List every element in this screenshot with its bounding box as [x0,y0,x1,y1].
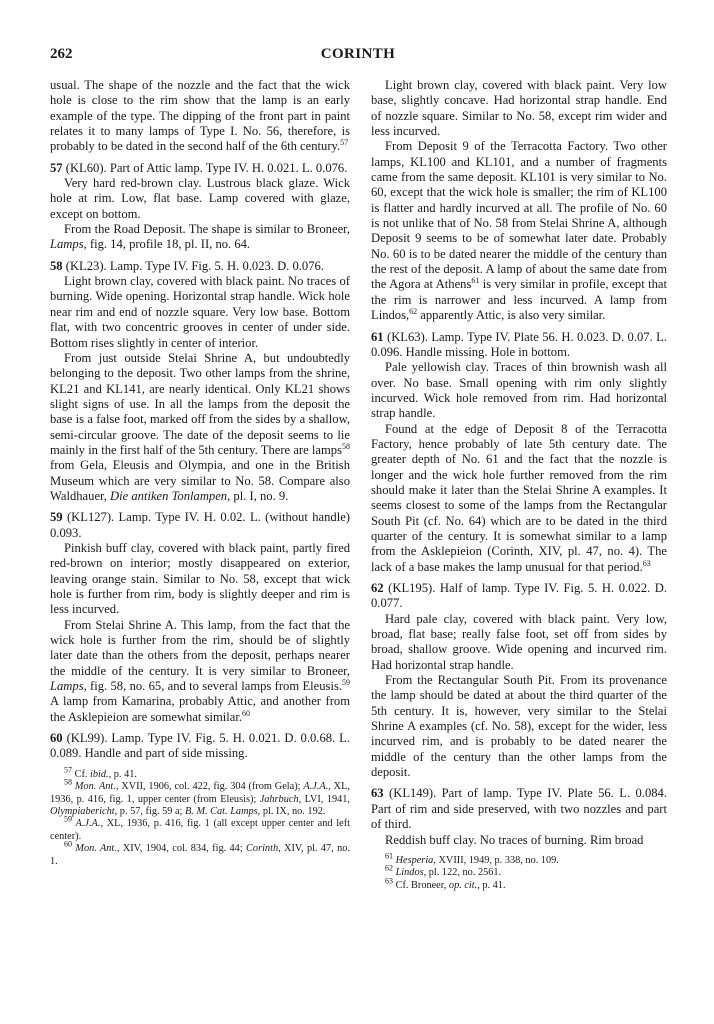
paragraph: From Deposit 9 of the Terracotta Factory. Two other lamps, KL100 and KL101, and a number of fragments came from the same deposit. KL101 is very similar to No. 60, except that the wick hole is smaller; the rim of KL100 is flatter and hardly incurved at all. The profile of No. 60 is not unlike that of No. 58 from Stelai Shrine A, although Deposit 9 seems to be of somewhat later date. Probably No. 60 is to be dated nearer the middle of the century than the rest of the deposit. A lamp of about the same date from the Agora at Athens$^{61}$ is very similar in profile, except that the rim is narrower and less incurved. A lamp from Lindos,$^{62}$ apparently Attic, is also very similar. [371,139,667,323]
paragraph: Found at the edge of Deposit 8 of the Terracotta Factory, hence probably of late 5th century date. The greater depth of No. 61 and the fact that the nozzle is longer and the wick hole further removed from the rim should make it later than the Stelai Shrine A examples. It seems closest to some of the lamps from the Rectangular South Pit (cf. No. 64) which are to be dated in the third quarter of the century. It is somewhat similar to a lamp from the Asklepieion (Corinth, XIV, pl. 47, no. 4). The lack of a base makes the lamp unusual for that period.$^{63}$ [371,421,667,574]
right-column [371,78,667,892]
footnote-ref[interactable]: 62 [409,306,418,316]
entry-63-heading: 63 (KL149). Part of lamp. Type IV. Plate 56. L. 0.084. Part of rim and side preserved, with two nozzles and part of third. [371,786,667,832]
running-title: CORINTH [320,46,396,62]
entry-number: 61 [371,329,384,344]
footnote-ref[interactable]: 58 [342,441,350,451]
entry-number: 60 [50,731,63,746]
footnote: $^{63}$ Cf. Broneer, op. cit., p. 41. [385,876,506,891]
entry-number: 63 [371,786,384,801]
entry-62-heading: 62 (KL195). Half of lamp. Type IV. Fig. 5. H. 0.022. D. 0.077. [371,581,668,611]
page-number: 262 [50,46,73,62]
entry-60-heading: 60 (KL99). Lamp. Type IV. Fig. 5. H. 0.021. D. 0.0.68. L. 0.089. Handle and part of side missing. [50,731,350,761]
entry-number: 59 [50,510,63,525]
footnote: $^{58}$ Mon. Ant., XVII, 1906, col. 422, fig. 304 (from Gela); A.J.A., XL, 1936, p. 416, fig. 1, upper center (from Eleusis); Jahrbuch, LVI, 1941, Olympiabericht, p. 57, fig. 59 a; B. M. Cat. Lamps, pl. IX, no. 192. [50,777,350,817]
left-column [50,78,350,868]
paragraph: From just outside Stelai Shrine A, but undoubtedly belonging to the deposit. Two other lamps from the shrine, KL21 and KL141, are nearly identical. Only KL21 shows slight signs of use. In all the lamps from the deposit the base is a false foot, marked off from the sides by a shallow, semi-circular groove. The date of the deposit seems to lie mainly in the first half of the 5th century. There are lamps$^{58}$ from Gela, Eleusis and Olympia, and one in the British Museum which are very similar to No. 58. Compare also Waldhauer, Die antiken Tonlampen, pl. I, no. 9. [50,350,350,503]
entry-58-heading: 58 (KL23). Lamp. Type IV. Fig. 5. H. 0.023. D. 0.076. [50,258,324,273]
footnote: $^{60}$ Mon. Ant., XIV, 1904, col. 834, fig. 44; Corinth, XIV, pl. 47, no. 1. [50,839,350,867]
running-header [50,46,666,70]
paragraph: Pale yellowish clay. Traces of thin brownish wash all over. No base. Small opening with rim only slightly incurved. Wick hole removed from rim. Had horizontal strap handle. [371,360,667,421]
footnote-ref[interactable]: 59 [342,677,350,687]
paragraph: Hard pale clay, covered with black paint. Very low, broad, flat base; really false foot, set off from sides by broad, shallow groove. Wide opening and incurved rim. Had horizontal strap handle. [371,611,667,672]
footnote-ref[interactable]: 61 [471,276,480,286]
footnote-ref[interactable]: 57 [340,138,349,148]
footnote: $^{59}$ A.J.A., XL, 1936, p. 416, fig. 1 (all except upper center and left center). [50,814,351,842]
paragraph: Light brown clay, covered with black paint. No traces of burning. Wide opening. Horizontal strap handle. Wick hole near rim and end of nozzle square. Very low base. Bottom flat, with two concentric grooves in center of under side. Bottom rises slightly in center of interior. [50,274,350,350]
footnote-ref[interactable]: 63 [642,558,651,568]
entry-59-heading: 59 (KL127). Lamp. Type IV. H. 0.02. L. (without handle) 0.093. [50,510,350,540]
footnotes [50,765,351,868]
entry-61-heading: 61 (KL63). Lamp. Type IV. Plate 56. H. 0.023. D. 0.07. L. 0.096. Handle missing. Hole in bottom. [371,329,667,359]
paragraph: Light brown clay, covered with black paint. Very low base, slightly concave. Had horizontal strap handle. End of nozzle square. Similar to No. 58, except rim wider and less incurved. [371,78,667,139]
entry-number: 62 [371,581,384,595]
paragraph: Very hard red-brown clay. Lustrous black glaze. Wick hole at rim. Low, flat base. Lamp covered with glaze, except on bottom. [50,176,350,221]
paragraph: From the Road Deposit. The shape is similar to Broneer, Lamps, fig. 14, profile 18, pl. II, no. 64. [50,222,350,252]
footnote-ref[interactable]: 60 [242,708,251,718]
footnote: $^{57}$ Cf. ibid., p. 41. [64,765,137,780]
footnote: $^{62}$ Lindos, pl. 122, no. 2561. [385,863,502,879]
entry-57-heading: 57 (KL60). Part of Attic lamp. Type IV. H. 0.021. L. 0.076. [50,160,348,175]
paragraph: Reddish buff clay. No traces of burning. Rim broad [385,832,644,847]
paragraph: usual. The shape of the nozzle and the fact that the wick hole is close to the rim show that the lamp is an early example of the type. The dipping of the front part in paint relates it to many lamps of Type I. No. 56, therefore, is probably to be dated in the second half of the 6th century.$^{57}$ [50,78,350,154]
footnote: $^{61}$ Hesperia, XVIII, 1949, p. 338, no. 109. [385,851,559,866]
entry-number: 58 [50,258,63,273]
paragraph: From the Rectangular South Pit. From its provenance the lamp should be dated at about the third quarter of the 5th century. It is, however, very similar to the Stelai Shrine A examples (cf. No. 58), except for the wider, less incurved rim, and is probably to be dated nearer the middle of the century than the other lamps from the deposit. [371,673,667,780]
paragraph: From Stelai Shrine A. This lamp, from the fact that the wick hole is further from the rim, should be of slightly later date than the others from the deposit, perhaps nearer the middle of the century. It is very similar to Broneer, Lamps, fig. 58, no. 65, and to several lamps from Eleusis.$^{59}$ A lamp from Kamarina, probably Attic, and another from the Asklepieion are somewhat similar.$^{60}$ [50,617,350,724]
footnotes [371,851,667,892]
paragraph: Pinkish buff clay, covered with black paint, partly fired red-brown on interior; mostly disappeared on exterior, leaving orange stain. Similar to No. 58, except that wick hole is further from rim, body is slightly deeper and rim is less incurved. [50,540,350,617]
entry-number: 57 [50,160,63,175]
